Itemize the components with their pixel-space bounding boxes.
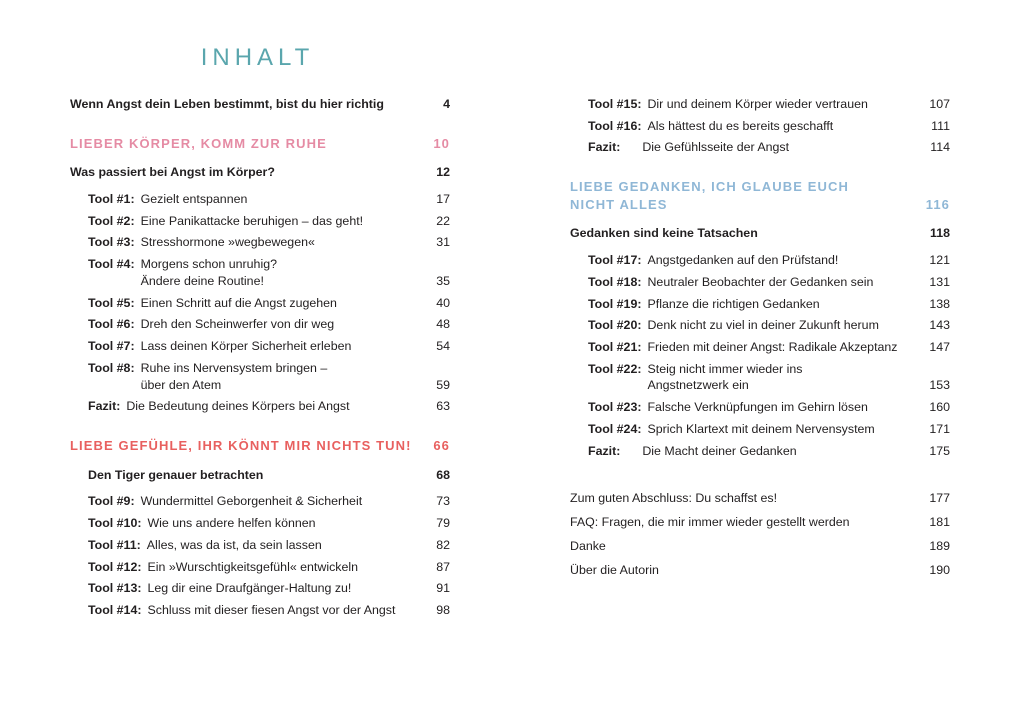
toc-tool-page: 48 [436, 317, 450, 332]
toc-tool-text: Wundermittel Geborgenheit & Sicherheit [140, 494, 363, 509]
toc-tool-page: 153 [929, 378, 950, 393]
toc-tool-row[interactable] [570, 361, 950, 394]
toc-tool-row[interactable] [570, 296, 950, 313]
toc-chapter-2[interactable] [70, 437, 450, 455]
toc-backmatter-row[interactable] [570, 538, 950, 555]
toc-tool-label: Tool #3: [88, 235, 135, 250]
toc-tool-text: Die Macht deiner Gedanken [642, 443, 797, 458]
toc-tool-row[interactable] [70, 537, 450, 554]
toc-tool-label: Tool #10: [88, 516, 142, 531]
toc-tool-label: Tool #18: [588, 274, 642, 289]
toc-tool-text-line2: Angstnetzwerk ein [647, 378, 749, 393]
toc-chapter-2-page: 66 [433, 438, 450, 454]
toc-chapter-1-page: 10 [433, 135, 450, 151]
toc-section-3-page: 118 [930, 226, 950, 241]
toc-chapter-3[interactable] [570, 178, 950, 213]
toc-tool-text: Einen Schritt auf die Angst zugehen [140, 295, 337, 310]
toc-tool-row[interactable] [70, 234, 450, 251]
toc-tool-page: 175 [929, 443, 950, 458]
toc-tool-row[interactable] [70, 515, 450, 532]
left-column [70, 96, 450, 624]
toc-tool-row[interactable] [70, 256, 450, 289]
toc-tool-label: Tool #24: [588, 421, 642, 436]
toc-section-2[interactable] [70, 467, 450, 484]
toc-tool-row[interactable] [70, 295, 450, 312]
toc-tool-text: Dir und deinem Körper wieder vertrauen [647, 97, 868, 111]
toc-tool-row[interactable] [70, 338, 450, 355]
toc-tool-text: Eine Panikattacke beruhigen – das geht! [140, 213, 364, 228]
toc-tool-page: 63 [436, 399, 450, 414]
toc-tool-page: 98 [436, 603, 450, 618]
toc-tool-text: Die Gefühlsseite der Angst [642, 140, 790, 155]
toc-chapter-3-line2: NICHT ALLES [570, 196, 668, 212]
toc-tool-row[interactable] [70, 580, 450, 597]
toc-chapter-3-label [570, 178, 916, 213]
toc-tool-text: Dreh den Scheinwerfer von dir weg [140, 317, 335, 332]
toc-tool-label: Tool #7: [88, 339, 135, 354]
toc-backmatter-label: Über die Autorin [570, 562, 659, 577]
page-title: INHALT [200, 44, 315, 71]
toc-tool-text: Stresshormone »wegbewegen« [140, 235, 315, 250]
toc-tool-text: Neutraler Beobachter der Gedanken sein [647, 274, 874, 289]
back-matter-spacer [570, 464, 950, 490]
toc-tool-row[interactable] [70, 316, 450, 333]
toc-chapter-3-line1: LIEBE GEDANKEN, ICH GLAUBE EUCH [570, 179, 849, 195]
toc-tool-text-line1: Steig nicht immer wieder ins [647, 361, 803, 376]
toc-tool-page: 31 [436, 235, 450, 250]
toc-tool-text: Alles, was da ist, da sein lassen [146, 537, 322, 552]
toc-section-3[interactable] [570, 225, 950, 242]
toc-tool-page: 107 [929, 97, 950, 111]
toc-tool-page: 79 [436, 516, 450, 531]
toc-tool-page: 147 [929, 339, 950, 354]
toc-tool-page: 114 [930, 140, 950, 155]
toc-tool-text: Pflanze die richtigen Gedanken [647, 296, 820, 311]
toc-tool-page: 82 [436, 537, 450, 552]
toc-tool-row[interactable] [70, 559, 450, 576]
toc-tool-text-line1: Morgens schon unruhig? [140, 257, 277, 272]
toc-backmatter-row[interactable] [570, 562, 950, 579]
toc-backmatter-row[interactable] [570, 514, 950, 531]
toc-tool-page: 121 [929, 253, 950, 268]
toc-tool-row[interactable] [570, 139, 950, 156]
toc-tool-page: 22 [436, 213, 450, 228]
toc-tool-label: Fazit: [588, 140, 621, 155]
toc-tool-page: 138 [929, 296, 950, 311]
toc-tool-row[interactable] [70, 398, 450, 415]
toc-tool-text-line1: Ruhe ins Nervensystem bringen – [140, 360, 328, 375]
toc-tool-row[interactable] [570, 421, 950, 438]
toc-tool-row[interactable] [70, 213, 450, 230]
toc-tool-page: 87 [436, 559, 450, 574]
toc-tool-label: Tool #11: [88, 537, 141, 552]
toc-tool-label: Tool #20: [588, 318, 642, 333]
toc-tool-label: Tool #23: [588, 400, 642, 415]
toc-tool-label: Tool #12: [88, 559, 142, 574]
toc-tool-text: Lass deinen Körper Sicherheit erleben [140, 339, 352, 354]
toc-tool-text: Als hättest du es bereits geschafft [647, 118, 834, 133]
toc-tool-label: Tool #13: [88, 581, 142, 596]
toc-tool-label: Tool #15: [588, 97, 642, 111]
toc-tool-row[interactable] [570, 443, 950, 460]
toc-tool-row[interactable] [570, 274, 950, 291]
toc-backmatter-label: Danke [570, 538, 606, 553]
toc-tool-text: Sprich Klartext mit deinem Nervensystem [647, 421, 875, 436]
toc-backmatter-label: FAQ: Fragen, die mir immer wieder gestellt werden [570, 515, 850, 530]
toc-backmatter-page: 177 [929, 491, 950, 506]
toc-tool-page: 143 [929, 318, 950, 333]
toc-tool-text: Leg dir eine Draufgänger-Haltung zu! [147, 581, 352, 596]
toc-tool-text: Ein »Wurschtigkeitsgefühl« entwickeln [147, 559, 359, 574]
toc-tool-row[interactable] [570, 118, 950, 135]
toc-tool-label: Tool #9: [88, 494, 135, 509]
toc-tool-text [641, 361, 916, 394]
toc-section-2-page: 68 [436, 467, 450, 482]
toc-backmatter-row[interactable] [570, 490, 950, 507]
toc-chapter-1-label: LIEBER KÖRPER, KOMM ZUR RUHE [70, 135, 327, 151]
toc-section-3-label: Gedanken sind keine Tatsachen [570, 226, 758, 241]
toc-tool-text: Frieden mit deiner Angst: Radikale Akzeptanz [647, 339, 898, 354]
toc-chapter-3-page: 116 [925, 196, 950, 212]
toc-tool-page: 35 [436, 273, 450, 288]
toc-tool-text-line2: Ändere deine Routine! [140, 273, 264, 288]
toc-section-2-label: Den Tiger genauer betrachten [88, 467, 264, 482]
toc-tool-text-line2: über den Atem [140, 377, 222, 392]
toc-tool-page: 59 [436, 377, 450, 392]
toc-tool-row[interactable] [70, 602, 450, 619]
toc-backmatter-label: Zum guten Abschluss: Du schaffst es! [570, 491, 778, 506]
toc-tool-page: 91 [436, 581, 450, 596]
toc-tool-page: 160 [929, 400, 950, 415]
toc-chapter-2-label: LIEBE GEFÜHLE, IHR KÖNNT MIR NICHTS TUN! [70, 438, 412, 454]
toc-tool-text: Wie uns andere helfen können [147, 516, 316, 531]
toc-tool-text [135, 360, 416, 393]
toc-tool-label: Tool #19: [588, 296, 642, 311]
toc-tool-row[interactable] [570, 399, 950, 416]
toc-section-1-page: 12 [436, 165, 450, 180]
toc-tool-label: Tool #8: [88, 360, 135, 375]
toc-section-1[interactable] [70, 164, 450, 181]
toc-tool-row[interactable] [70, 360, 450, 393]
toc-tool-row[interactable] [70, 493, 450, 510]
right-column [570, 96, 950, 585]
toc-tool-row[interactable] [570, 317, 950, 334]
toc-tool-row[interactable] [570, 96, 950, 113]
toc-tool-text [135, 256, 416, 289]
toc-backmatter-page: 190 [929, 562, 950, 577]
toc-entry-intro[interactable] [70, 96, 450, 113]
toc-tool-label: Tool #22: [588, 361, 642, 376]
toc-tool-page: 131 [929, 274, 950, 289]
toc-tool-label: Fazit: [588, 443, 621, 458]
toc-tool-page: 111 [931, 118, 950, 133]
toc-tool-page: 54 [436, 339, 450, 354]
toc-tool-label: Tool #16: [588, 118, 642, 133]
toc-tool-label: Tool #6: [88, 317, 135, 332]
toc-tool-page: 73 [436, 494, 450, 509]
toc-tool-label: Tool #14: [88, 603, 142, 618]
toc-tool-text: Die Bedeutung deines Körpers bei Angst [126, 399, 350, 414]
toc-chapter-1[interactable] [70, 135, 450, 153]
toc-tool-label: Tool #1: [88, 192, 135, 207]
toc-entry-intro-label: Wenn Angst dein Leben bestimmt, bist du hier richtig [70, 97, 384, 111]
toc-tool-label: Tool #2: [88, 213, 135, 228]
toc-tool-row[interactable] [570, 339, 950, 356]
toc-tool-label: Tool #21: [588, 339, 642, 354]
toc-backmatter-page: 189 [929, 538, 950, 553]
toc-entry-intro-page: 4 [443, 97, 450, 111]
toc-tool-text: Gezielt entspannen [140, 192, 248, 207]
toc-backmatter-page: 181 [929, 515, 950, 530]
toc-tool-label: Tool #17: [588, 253, 642, 268]
toc-tool-label: Tool #4: [88, 257, 135, 272]
toc-tool-row[interactable] [70, 191, 450, 208]
toc-tool-text: Falsche Verknüpfungen im Gehirn lösen [647, 400, 868, 415]
toc-tool-page: 40 [436, 295, 450, 310]
toc-tool-text: Denk nicht zu viel in deiner Zukunft herum [647, 318, 879, 333]
toc-tool-text: Schluss mit dieser fiesen Angst vor der Angst [147, 603, 396, 618]
toc-tool-row[interactable] [570, 252, 950, 269]
toc-tool-page: 171 [929, 421, 950, 436]
toc-tool-text: Angstgedanken auf den Prüfstand! [647, 253, 839, 268]
toc-tool-label: Fazit: [88, 399, 121, 414]
toc-section-1-label: Was passiert bei Angst im Körper? [70, 165, 275, 180]
toc-tool-label: Tool #5: [88, 295, 135, 310]
toc-tool-page: 17 [436, 192, 450, 207]
